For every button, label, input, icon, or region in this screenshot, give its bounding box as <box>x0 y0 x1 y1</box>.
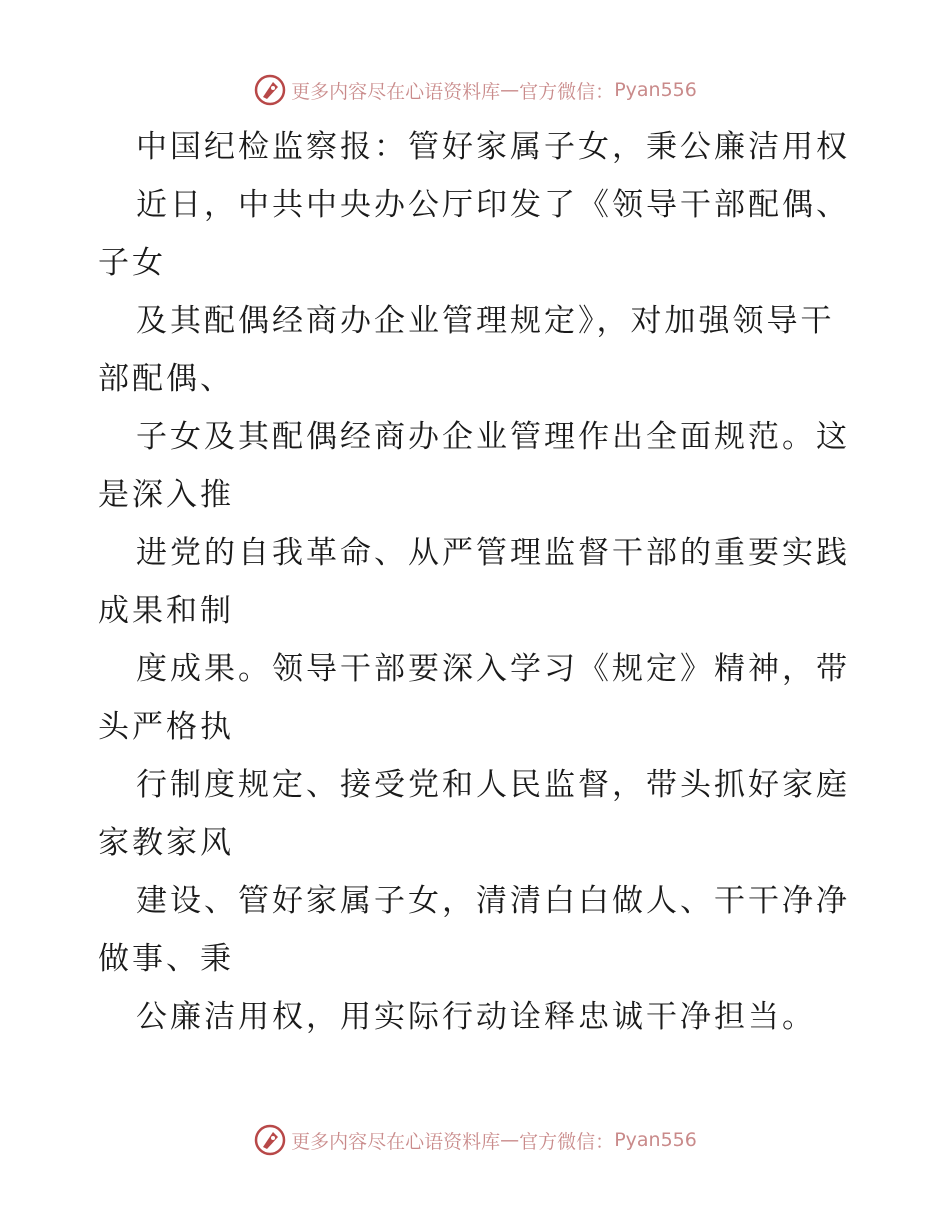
article-line: 部配偶、 <box>98 361 234 397</box>
footer-watermark <box>0 1120 950 1160</box>
watermark-main-text: 更多内容尽在心语资料库 <box>291 80 501 103</box>
article-line: 是深入推 <box>98 477 234 513</box>
watermark-main-text: 更多内容尽在心语资料库 <box>291 1130 501 1153</box>
pen-nib-logo-icon <box>253 73 287 107</box>
watermark-wechat-label: 官方微信： <box>519 80 615 103</box>
pen-nib-logo-icon <box>253 1123 287 1157</box>
article-title: 中国纪检监察报：管好家属子女，秉公廉洁用权 <box>136 129 850 165</box>
article-line: 家教家风 <box>98 825 234 861</box>
header-watermark <box>0 70 950 110</box>
article-line: 行制度规定、接受党和人民监督，带头抓好家庭 <box>136 767 850 803</box>
watermark-wechat-label: 官方微信： <box>519 1130 615 1153</box>
article-line: 子女 <box>98 245 166 281</box>
watermark-separator: — <box>500 1129 520 1151</box>
article-line: 子女及其配偶经商办企业管理作出全面规范。这 <box>136 419 850 455</box>
article-line: 建设、管好家属子女，清清白白做人、干干净净 <box>136 883 850 919</box>
article-line: 进党的自我革命、从严管理监督干部的重要实践 <box>136 535 850 571</box>
article-line: 头严格执 <box>98 709 234 745</box>
article-line: 度成果。领导干部要深入学习《规定》精神，带 <box>136 651 850 687</box>
article-line: 及其配偶经商办企业管理规定》，对加强领导干 <box>136 303 835 339</box>
article-body <box>98 118 858 1046</box>
watermark-wechat-id: Pyan556 <box>614 79 697 101</box>
article-line: 公廉洁用权，用实际行动诠释忠诚干净担当。 <box>136 999 816 1035</box>
watermark-separator: — <box>500 79 520 101</box>
article-line: 成果和制 <box>98 593 234 629</box>
article-line: 做事、秉 <box>98 941 234 977</box>
watermark-wechat-id: Pyan556 <box>614 1129 697 1151</box>
article-line: 近日，中共中央办公厅印发了《领导干部配偶、 <box>136 187 850 223</box>
